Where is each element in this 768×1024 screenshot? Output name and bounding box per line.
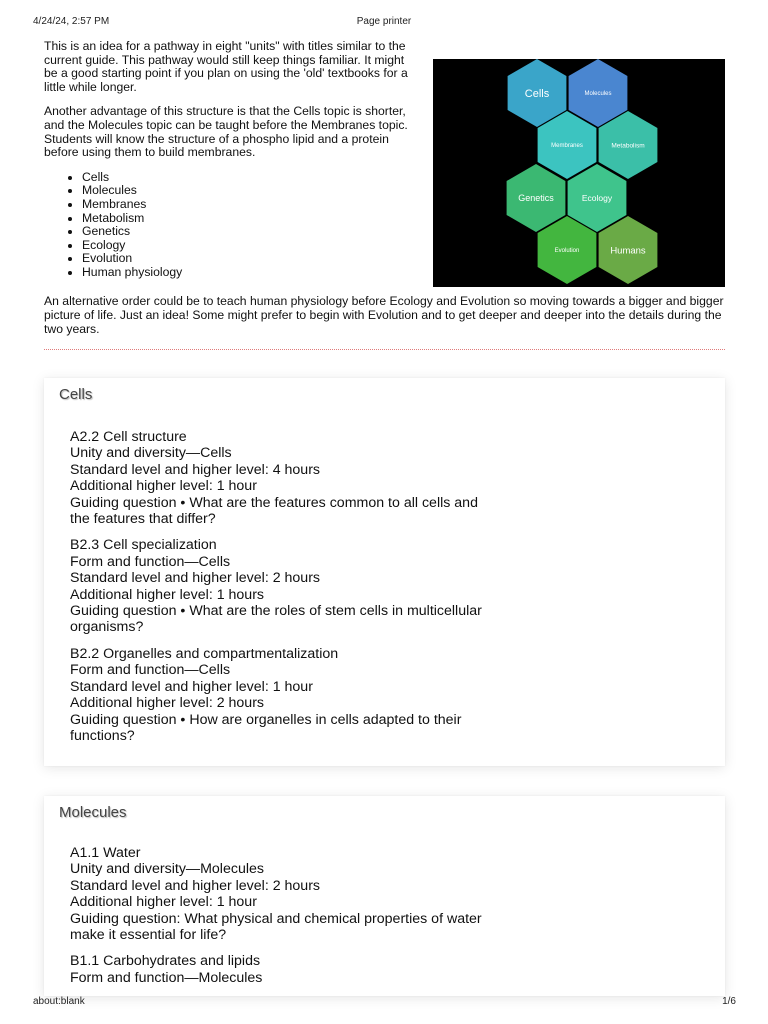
topic-sl-hours: Standard level and higher level: 1 hour bbox=[70, 678, 313, 695]
topic-entry bbox=[70, 953, 500, 986]
topic-guiding-question: Guiding question: What physical and chemical properties of water make it essential for life? bbox=[70, 910, 482, 944]
topic-code: B1.1 Carbohydrates and lipids bbox=[70, 953, 261, 970]
topic-entry bbox=[70, 537, 500, 635]
print-datetime: 4/24/24, 2:57 PM bbox=[33, 16, 110, 27]
topic-theme: Form and function—Cells bbox=[70, 553, 231, 570]
intro-paragraph-2: Another advantage of this structure is that the Cells topic is shorter, and the Molecules topic can be taught before the Membranes topic. Students will know the structure of a phospho lipid and a protein before using them to build membranes. bbox=[44, 104, 408, 160]
topic-theme: Form and function—Cells bbox=[70, 662, 231, 679]
topic-theme: Form and function—Molecules bbox=[70, 969, 263, 986]
hexagon-label: Humans bbox=[610, 245, 646, 257]
unit-list-item: • Genetics bbox=[82, 225, 414, 239]
topic-sl-hours: Standard level and higher level: 2 hours bbox=[70, 570, 321, 587]
topic-code: A2.2 Cell structure bbox=[70, 429, 187, 445]
unit-list-item: • Cells bbox=[82, 171, 414, 185]
page-number: 1/6 bbox=[722, 996, 736, 1007]
unit-list-item: • Evolution bbox=[82, 252, 414, 266]
hexagon-label: Evolution bbox=[554, 248, 580, 255]
topic-guiding-question: Guiding question • What are the features common to all cells and the features that differ? bbox=[70, 494, 478, 528]
unit-list-item: • Metabolism bbox=[82, 212, 414, 226]
hexagon-label: Genetics bbox=[518, 193, 554, 204]
topic-theme: Unity and diversity—Cells bbox=[70, 445, 232, 462]
topic-theme: Unity and diversity—Molecules bbox=[70, 861, 264, 878]
topic-hl-hours: Additional higher level: 1 hours bbox=[70, 586, 265, 603]
topic-code: B2.3 Cell specialization bbox=[70, 537, 217, 554]
topic-guiding-question: Guiding question • How are organelles in cells adapted to their functions? bbox=[70, 711, 462, 744]
unit-list bbox=[44, 171, 414, 280]
topic-entry bbox=[70, 646, 500, 744]
topic-guiding-question: Guiding question • What are the roles of stem cells in multicellular organisms? bbox=[70, 603, 482, 636]
hexagon-label: Molecules bbox=[584, 91, 612, 98]
topic-hl-hours: Additional higher level: 1 hour bbox=[70, 478, 257, 495]
cells-card bbox=[44, 378, 725, 766]
topic-entry bbox=[70, 845, 500, 943]
card-entries bbox=[70, 429, 500, 754]
hexagon-label: Cells bbox=[524, 87, 550, 100]
hexagon-diagram-svg bbox=[433, 59, 725, 287]
topic-hl-hours: Additional higher level: 2 hours bbox=[70, 695, 265, 712]
card-title: Molecules bbox=[59, 804, 127, 821]
card-title: Cells bbox=[59, 386, 93, 403]
hexagon-label: Ecology bbox=[581, 192, 613, 203]
page-title: Page printer bbox=[356, 16, 412, 27]
footer-url: about:blank bbox=[33, 996, 85, 1007]
topic-entry bbox=[70, 429, 500, 527]
hexagon-label: Metabolism bbox=[611, 142, 645, 150]
unit-list-item: • Molecules bbox=[82, 184, 414, 198]
unit-list-item: • Ecology bbox=[82, 239, 414, 253]
hexagon-label: Membranes bbox=[551, 143, 583, 150]
topic-code: A1.1 Water bbox=[70, 845, 141, 861]
card-entries bbox=[70, 845, 500, 996]
topic-hl-hours: Additional higher level: 1 hour bbox=[70, 894, 257, 911]
unit-list-item: • Human physiology bbox=[82, 266, 414, 280]
molecules-card bbox=[44, 796, 725, 996]
topic-sl-hours: Standard level and higher level: 4 hours bbox=[70, 461, 321, 478]
hexagon-unit-diagram bbox=[433, 59, 725, 287]
unit-list-item: • Membranes bbox=[82, 198, 414, 212]
topic-sl-hours: Standard level and higher level: 2 hours bbox=[70, 877, 321, 894]
topic-code: B2.2 Organelles and compartmentalization bbox=[70, 645, 339, 662]
alternative-order-paragraph: An alternative order could be to teach human physiology before Ecology and Evolution so moving towards a bigger and bigger picture of life. Just an idea! Some might prefer to begin with Evolution and to get deeper and deeper into the details during the two years. bbox=[44, 294, 724, 336]
dotted-divider bbox=[44, 349, 725, 350]
intro-text bbox=[44, 40, 414, 280]
intro-paragraph-1: This is an idea for a pathway in eight "units" with titles similar to the current guide. This pathway would still keep things familiar. It might be a good starting point if you plan on using the 'old' textbooks for a little while longer. bbox=[44, 39, 408, 94]
